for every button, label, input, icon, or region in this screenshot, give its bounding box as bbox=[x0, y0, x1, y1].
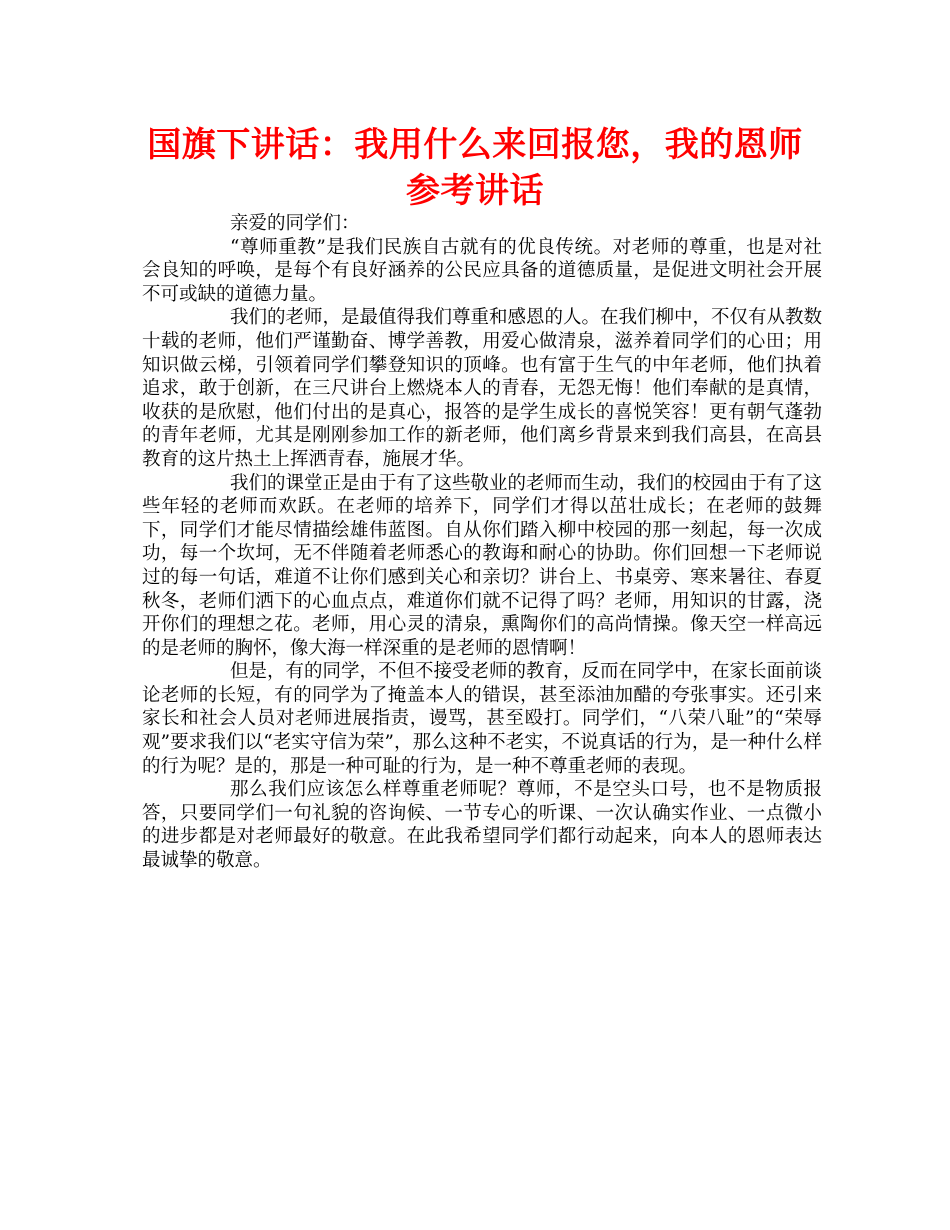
paragraph-1: “尊师重教”是我们民族自古就有的优良传统。对老师的尊重，也是对社会良知的呼唤，是每个有良好涵养的公民应具备的道德质量，是促进文明社会开展不可或缺的道德力量。 bbox=[142, 236, 822, 305]
greeting-line: 亲爱的同学们： bbox=[230, 213, 360, 234]
paragraph-5: 那么我们应该怎么样尊重老师呢？尊师，不是空头口号，也不是物质报答，只要同学们一句礼貌的咨询候、一节专心的听课、一次认确实作业、一点微小的进步都是对老师最好的敬意。在此我希望同学们都行动起来，向本人的恩师表达最诚挚的敬意。 bbox=[142, 779, 822, 872]
document-body bbox=[142, 212, 822, 873]
paragraph-4: 但是，有的同学，不但不接受老师的教育，反而在同学中，在家长面前谈论老师的长短，有的同学为了掩盖本人的错误，甚至添油加醋的夸张事实。还引来家长和社会人员对老师进展指责，谩骂，甚至殴打。同学们，“八荣八耻”的“荣辱观”要求我们以“老实守信为荣”，那么这种不老实，不说真话的行为，是一种什么样的行为呢？是的，那是一种可耻的行为，是一种不尊重老师的表现。 bbox=[142, 661, 823, 777]
paragraph-2: 我们的老师，是最值得我们尊重和感恩的人。在我们柳中，不仅有从教数十载的老师，他们严谨勤奋、博学善教，用爱心做清泉，滋养着同学们的心田；用知识做云梯，引领着同学们攀登知识的顶峰。也有富于生气的中年老师，他们执着追求，敢于创新，在三尺讲台上燃烧本人的青春，无怨无悔！他们奉献的是真情，收获的是欣慰，他们付出的是真心，报答的是学生成长的喜悦笑容！更有朝气蓬勃的青年老师，尤其是刚刚参加工作的新老师，他们离乡背景来到我们高县，在高县教育的这片热土上挥洒青春，施展才华。 bbox=[142, 307, 823, 470]
document-title: 国旗下讲话：我用什么来回报您，我的恩师参考讲话 bbox=[147, 125, 803, 211]
paragraph-3: 我们的课堂正是由于有了这些敬业的老师而生动，我们的校园由于有了这些年轻的老师而欢跃。在老师的培养下，同学们才得以茁壮成长；在老师的鼓舞下，同学们才能尽情描绘雄伟蓝图。自从你们踏入柳中校园的那一刻起，每一次成功，每一个坎坷，无不伴随着老师悉心的教诲和耐心的协助。你们回想一下老师说过的每一句话，难道不让你们感到关心和亲切？讲台上、书桌旁、寒来暑往、春夏秋冬，老师们洒下的心血点点，难道你们就不记得了吗？老师，用知识的甘露，浇开你们的理想之花。老师，用心灵的清泉，熏陶你们的高尚情操。像天空一样高远的是老师的胸怀，像大海一样深重的是老师的恩情啊！ bbox=[142, 472, 823, 659]
